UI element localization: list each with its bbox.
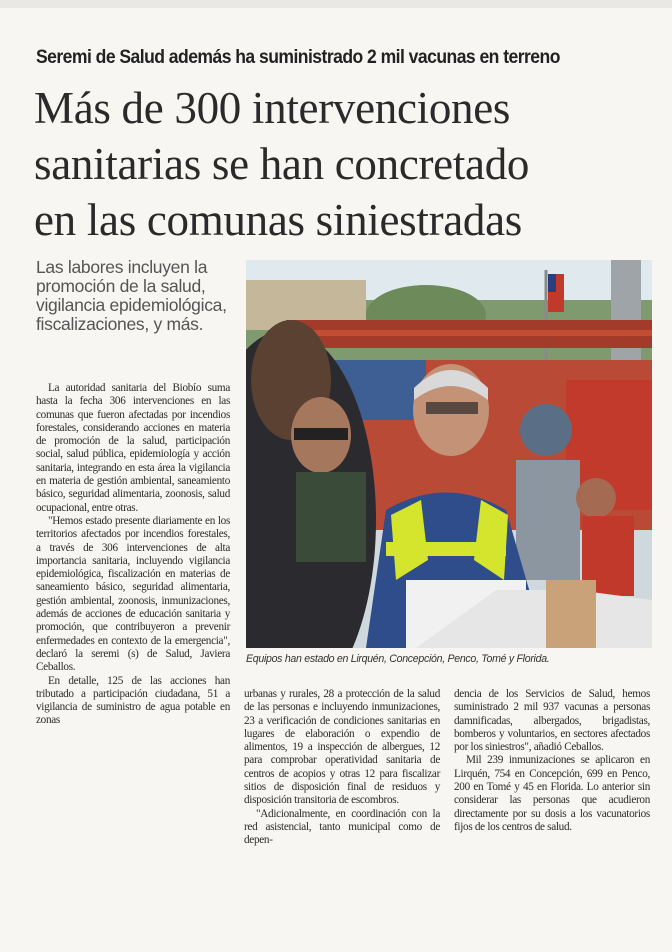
headline-line: Más de 300 intervenciones <box>34 83 511 133</box>
headline-line: sanitarias se han concretado <box>34 139 530 189</box>
body-paragraph: dencia de los Servicios de Salud, hemos suministrado 2 mil 937 vacunas a personas damnificadas, albergados, brigadistas, bomberos y voluntarios, en sectores afectados por los siniestros", añadió Ceballos. <box>454 688 650 754</box>
page-top-edge <box>0 0 672 8</box>
body-paragraph: En detalle, 125 de las acciones han tributado a participación ciudadana, 51 a vigilancia de suministro de agua potable en zonas <box>36 674 230 727</box>
photo-caption: Equipos han estado en Lirquén, Concepción, Penco, Tomé y Florida. <box>246 653 550 665</box>
body-paragraph: urbanas y rurales, 28 a protección de la salud de las personas e incluyendo inmunizaciones, 23 a verificación de condiciones sanitarias en lugares de elaboración o expendio de alimentos, 19 a inspección de albergues, 12 para comprobar operatividad sanitaria de centros de acopios y otras 12 para fiscalizar sitios de disposición final de residuos y disposición transitoria de escombros. <box>244 688 440 807</box>
body-paragraph: La autoridad sanitaria del Biobío suma hasta la fecha 306 intervenciones en las comunas que fueron afectadas por incendios forestales, considerando acciones en materia de promoción de la salud, participación social, salud pública, epidemiología y acción sanitaria, integrando en esta área la vigilancia en materia de gestión ambiental, saneamiento básico, seguridad alimentaria, zoonosis, salud ocupacional, entre otras. <box>36 382 230 514</box>
article-lead: Las labores incluyen la promoción de la salud, vigilancia epidemiológica, fiscalizaciones, y más. <box>36 257 227 334</box>
body-paragraph: "Adicionalmente, en coordinación con la red asistencial, tanto municipal como de depen- <box>244 807 440 847</box>
article-kicker: Seremi de Salud además ha suministrado 2 mil vacunas en terreno <box>36 46 560 68</box>
news-photo-illustration <box>246 260 652 648</box>
body-column-3 <box>454 688 650 834</box>
headline-line: en las comunas siniestradas <box>34 195 523 245</box>
news-photo <box>246 260 652 648</box>
body-column-2 <box>244 688 440 848</box>
body-paragraph: Mil 239 inmunizaciones se aplicaron en Lirquén, 754 en Concepción, 699 en Penco, 200 en Tomé y 45 en Florida. Lo anterior sin considerar las personas que acudieron directamente por su dosis a los vacunatorios fijos de los centros de salud. <box>454 754 650 833</box>
body-paragraph: "Hemos estado presente diariamente en los territorios afectados por incendios forestales, a través de 306 intervenciones de alta importancia sanitaria, incluyendo vigilancia epidemiológica, fiscalización en materias de saneamiento básico, seguridad alimentaria, gestión ambiental, zoonosis, inmunizaciones, además de acciones de educación sanitaria y promoción, que contribuyeron a prevenir enfermedades en contexto de la emergencia", declaró la seremi (s) de Salud, Javiera Ceballos. <box>36 514 230 674</box>
article-headline <box>34 80 664 248</box>
body-column-1 <box>36 382 230 728</box>
